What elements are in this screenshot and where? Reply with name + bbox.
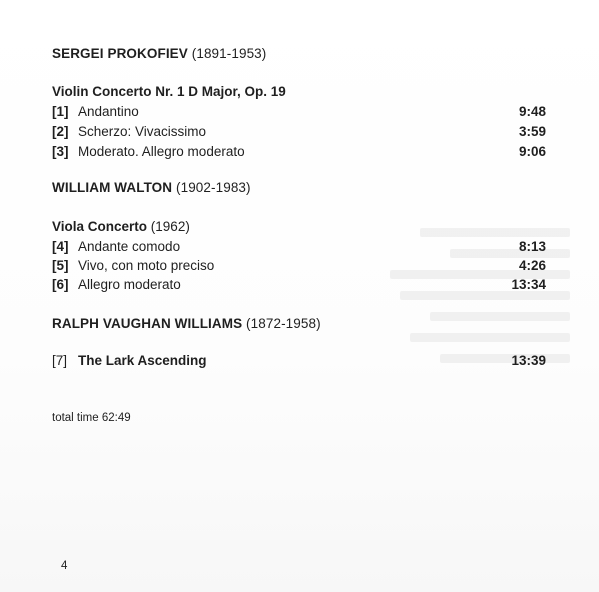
track-row xyxy=(52,104,546,123)
track-title: Andantino xyxy=(78,104,139,119)
track-row xyxy=(52,144,546,163)
track-number: [1] xyxy=(52,104,69,119)
composer-name: SERGEI PROKOFIEV xyxy=(52,46,188,61)
track-title: The Lark Ascending xyxy=(78,353,207,368)
work-title: Violin Concerto Nr. 1 D Major, Op. 19 xyxy=(52,84,286,99)
work-title: Viola Concerto xyxy=(52,219,148,234)
track-row xyxy=(52,239,546,258)
track-duration: 13:34 xyxy=(511,277,546,292)
track-number: [5] xyxy=(52,258,69,273)
track-row xyxy=(52,277,546,296)
track-number: [4] xyxy=(52,239,69,254)
work-year: (1962) xyxy=(150,219,190,234)
track-duration: 9:48 xyxy=(518,104,546,119)
track-row xyxy=(52,258,546,277)
track-duration: 8:13 xyxy=(518,239,546,254)
track-title: Scherzo: Vivacissimo xyxy=(78,124,207,139)
total-time: total time 62:49 xyxy=(52,412,131,424)
composer-heading-vaughan-williams xyxy=(52,316,321,331)
track-duration: 3:59 xyxy=(518,124,546,139)
composer-years: (1872-1958) xyxy=(246,316,321,331)
track-number: [2] xyxy=(52,124,69,139)
track-duration: 4:26 xyxy=(518,258,546,273)
composer-years: (1891-1953) xyxy=(191,46,267,61)
track-number: [7] xyxy=(52,353,68,368)
track-title: Allegro moderato xyxy=(78,277,181,292)
work-title-violin-concerto xyxy=(52,84,286,99)
track-row xyxy=(52,124,546,143)
track-number: [6] xyxy=(52,277,69,292)
composer-heading-prokofiev xyxy=(52,46,266,61)
composer-name: WILLIAM WALTON xyxy=(52,180,173,195)
track-duration: 9:06 xyxy=(518,144,546,159)
track-duration: 13:39 xyxy=(511,353,546,368)
page-number: 4 xyxy=(61,560,68,572)
track-title: Moderato. Allegro moderato xyxy=(78,144,245,159)
work-title-viola-concerto xyxy=(52,219,190,234)
composer-name: RALPH VAUGHAN WILLIAMS xyxy=(52,316,243,331)
composer-years: (1902-1983) xyxy=(175,180,251,195)
track-row xyxy=(52,353,546,372)
track-number: [3] xyxy=(52,144,69,159)
track-title: Andante comodo xyxy=(78,239,181,254)
composer-heading-walton xyxy=(52,180,251,195)
track-title: Vivo, con moto preciso xyxy=(78,258,215,273)
